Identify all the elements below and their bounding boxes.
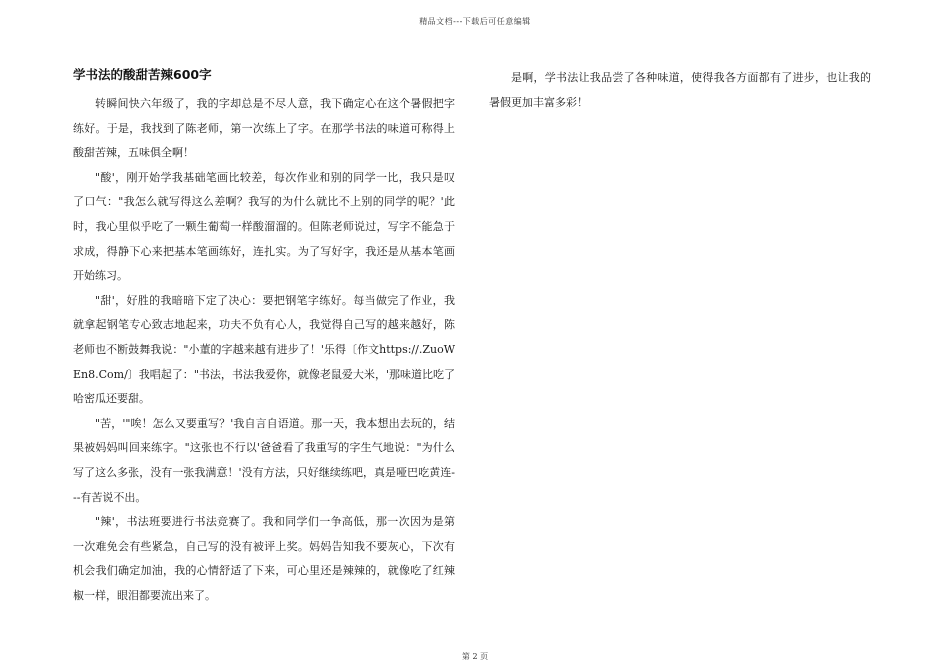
paragraph-intro: 转瞬间快六年级了，我的字却总是不尽人意，我下确定心在这个暑假把字练好。于是，我找到了陈老师，第一次练上了字。在那学书法的味道可称得上酸甜苦辣，五味俱全啊！ — [73, 97, 455, 160]
document-title: 学书法的酸甜苦辣600字 — [73, 67, 212, 82]
right-column — [489, 66, 871, 115]
page-number: 第 2 页 — [461, 652, 489, 661]
paragraph-spicy: "辣'，书法班要进行书法竞赛了。我和同学们一争高低，那一次因为是第一次难免会有些紧急，自己写的没有被评上奖。妈妈告知我不要灰心，下次有机会我们确定加油，我的心情舒适了下来，可心里还是辣辣的，就像吃了红辣椒一样，眼泪都要流出来了。 — [73, 515, 455, 602]
page-header: 精品文档---下载后可任意编辑 — [419, 17, 531, 26]
left-column — [73, 66, 455, 608]
paragraph-bitter: "苦，'"唉！怎么又要重写？'我自言自语道。那一天，我本想出去玩的，结果被妈妈叫回来练字。"这张也不行以'爸爸看了我重写的字生气地说："为什么写了这么多张，没有一张我满意！'没有方法，只好继续练吧，真是哑巴吃黄连---有苦说不出。 — [73, 416, 455, 504]
paragraph-sour: "酸'，刚开始学我基础笔画比较差，每次作业和别的同学一比，我只是叹了口气："我怎么就写得这么差啊？我写的为什么就比不上别的同学的呢？'此时，我心里似乎吃了一颗生葡萄一样酸溜溜的。但陈老师说过，写字不能急于求成，得静下心来把基本笔画练好，连扎实。为了写好字，我还是从基本笔画开始练习。 — [73, 170, 455, 283]
paragraph-sweet: "甜'，好胜的我暗暗下定了决心：要把钢笔字练好。每当做完了作业，我就拿起钢笔专心致志地起来，功夫不负有心人，我觉得自己写的越来越好，陈老师也不断鼓舞我说："小董的字越来越有进步了！'乐得〔作文https://.ZuoWEn8.Com/〕我唱起了："书法，书法我爱你，就像老鼠爱大米，'那味道比吃了哈密瓜还要甜。 — [73, 293, 455, 406]
paragraph-conclusion: 是啊，学书法让我品尝了各种味道，使得我各方面都有了进步，也让我的暑假更加丰富多彩！ — [489, 71, 871, 109]
